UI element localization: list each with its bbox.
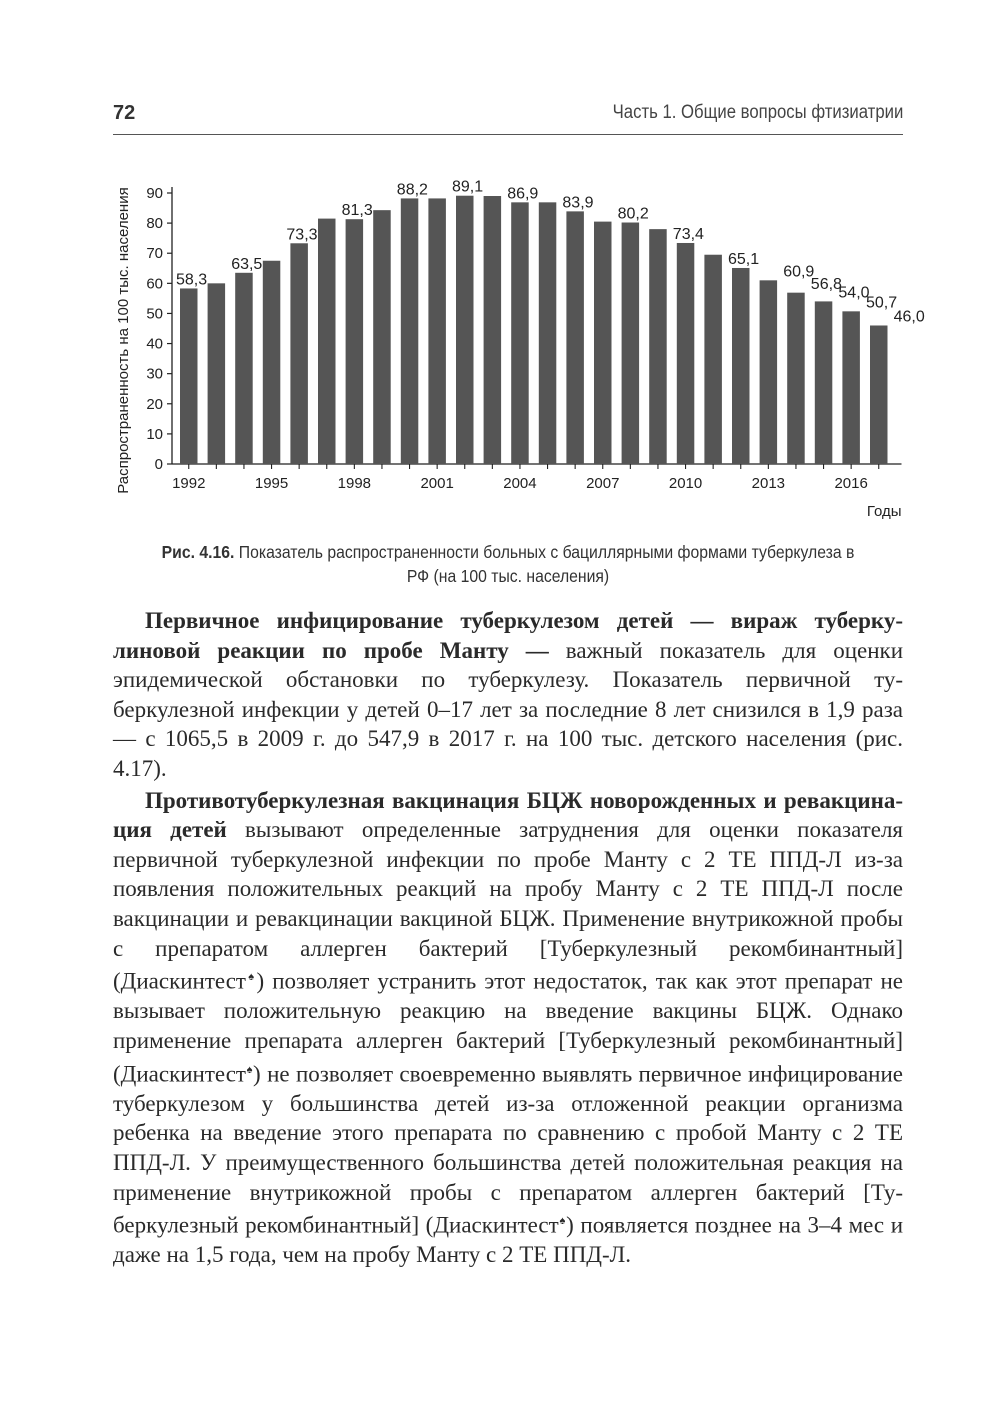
bar-2012 [732, 268, 750, 464]
bar-2009 [649, 229, 667, 464]
data-label: 89,1 [452, 178, 484, 196]
bar-2000 [401, 198, 419, 464]
bar-1999 [373, 210, 391, 464]
y-tick-label: 10 [146, 425, 163, 443]
bar-2017 [870, 325, 888, 464]
paragraph-2-text-b: ) позволяет устранить этот недостаток, так как этот препарат не вызывает положительную реакцию на введение вакцины БЦЖ. Однако применение препарата аллерген бактерий [Туберкулезный рекомбинантный] (Диаскинтест [113, 968, 903, 1087]
y-tick-label: 70 [146, 245, 163, 263]
x-tick-label: 1995 [254, 475, 289, 492]
paragraph-1 [113, 606, 903, 784]
data-label: 63,5 [231, 255, 263, 273]
caption-text: Показатель распространенности больных с бациллярными формами туберкулеза в РФ (на 100 тыс. населения) [238, 542, 855, 586]
x-tick-label: 2004 [503, 475, 537, 492]
y-tick-label: 90 [146, 185, 163, 202]
bar-2004 [511, 202, 529, 464]
data-label: 54,0 [838, 284, 870, 302]
page-header [113, 100, 903, 135]
x-tick-label: 2016 [834, 475, 868, 492]
caption-label: Рис. 4.16. [161, 542, 235, 562]
bar-1996 [290, 243, 308, 464]
bar-2001 [428, 198, 446, 464]
x-tick-label: 2007 [586, 475, 620, 492]
bar-1993 [208, 283, 226, 464]
data-label: 88,2 [396, 181, 428, 199]
x-tick-label: 1992 [172, 475, 206, 492]
y-tick-label: 60 [146, 275, 163, 293]
trademark-icon: ♠ [558, 1215, 567, 1228]
paragraph-2-bold: Противотуберкулезная вакцинация БЦЖ новорожденных и ревакцинация детей [113, 787, 903, 843]
bar-2015 [815, 301, 833, 464]
bar-2003 [484, 196, 502, 464]
y-tick-label: 50 [146, 305, 163, 323]
data-label: 50,7 [866, 294, 898, 312]
page-number: 72 [113, 102, 136, 124]
bar-2014 [787, 293, 805, 464]
paragraph-2-text-d: ) появляется позднее на 3–4 мес и даже на 1,5 года, чем на пробу Манту с 2 ТЕ ППД-Л. [113, 1212, 904, 1268]
x-tick-label: 1998 [337, 475, 372, 492]
bar-2002 [456, 196, 474, 464]
y-tick-label: 40 [146, 335, 163, 353]
data-label: 81,3 [341, 202, 373, 220]
y-tick-label: 20 [146, 395, 163, 413]
bar-2006 [566, 211, 584, 464]
data-label: 73,4 [672, 225, 704, 243]
data-label: 56,8 [810, 275, 842, 293]
bar-1995 [263, 261, 281, 464]
paragraph-2-text-a: вызывают определенные затруднения для оценки показателя первичной туберкулезной инфекции по пробе Манту с 2 ТЕ ППД-Л из-за появления положительных реакций на пробу Манту с 2 ТЕ ППД-Л после вакцинации и ревакцинации вакциной БЦЖ. Применение внутрикожной пробы с препаратом аллерген бактерий [Туберкулезный рекомбинантный] (Диаскинтест [113, 817, 903, 994]
x-tick-label: 2001 [420, 475, 454, 492]
y-tick-label: 30 [146, 365, 163, 383]
data-label: 73,3 [286, 226, 318, 244]
paragraph-1-bold: Первичное инфицирование туберкулезом детей — вираж туберкулиновой реакции по пробе Манту — [113, 608, 903, 663]
paragraph-1-text: важный показатель для оценки эпидемической обстановки по туберкулезу. Показатель первичной туберкулезной инфекции у детей 0–17 лет за последние 8 лет снизился в 1,9 раза — с 1065,5 в 2009 г. до 547,9 в 2017 г. на 100 тыс. детского населения (рис. 4.17). [113, 637, 903, 781]
bar-1994 [235, 273, 253, 464]
data-label: 86,9 [507, 185, 539, 203]
data-label: 46,0 [893, 308, 925, 326]
bar-2016 [842, 311, 860, 464]
x-axis-title: Годы [866, 503, 902, 520]
data-label: 58,3 [176, 271, 208, 289]
bar-2008 [622, 223, 640, 464]
data-label: 65,1 [728, 250, 760, 268]
figure-caption [113, 540, 903, 588]
bar-2011 [704, 255, 722, 464]
x-tick-label: 2010 [668, 475, 703, 492]
bar-1998 [346, 219, 364, 464]
trademark-icon: ♠ [245, 1063, 254, 1076]
data-label: 83,9 [562, 194, 594, 212]
running-title: Часть 1. Общие вопросы фтизиатрии [612, 102, 903, 123]
bar-1997 [318, 219, 336, 464]
data-label: 60,9 [783, 263, 815, 281]
y-tick-label: 80 [146, 215, 163, 233]
bar-2010 [677, 243, 695, 464]
paragraph-2-text-c: ) не позволяет своевременно выявлять первичное инфицирование туберкулезом у большинства детей из-за отложенной реакции организма ребенка на введение этого препарата по сравнению с пробой Манту с 2 ТЕ ППД-Л. У преимущественного большинства детей положительная реакция на применение внутрикожной пробы с препаратом аллерген бактерий [Туберкулезный рекомбинантный] (Диаскинтест [113, 1061, 903, 1238]
bar-2005 [539, 202, 557, 464]
y-tick-label: 0 [154, 456, 163, 473]
bar-1992 [180, 288, 198, 464]
prevalence-bar-chart [110, 150, 925, 530]
data-label: 80,2 [617, 205, 649, 223]
y-axis-title: Распространенность на 100 тыс. населения [115, 187, 132, 494]
body-text [113, 606, 903, 1272]
paragraph-2 [113, 786, 903, 1270]
bar-2007 [594, 222, 612, 464]
trademark-icon: ♠ [245, 971, 257, 984]
bar-2013 [760, 280, 778, 464]
x-tick-label: 2013 [751, 475, 786, 492]
